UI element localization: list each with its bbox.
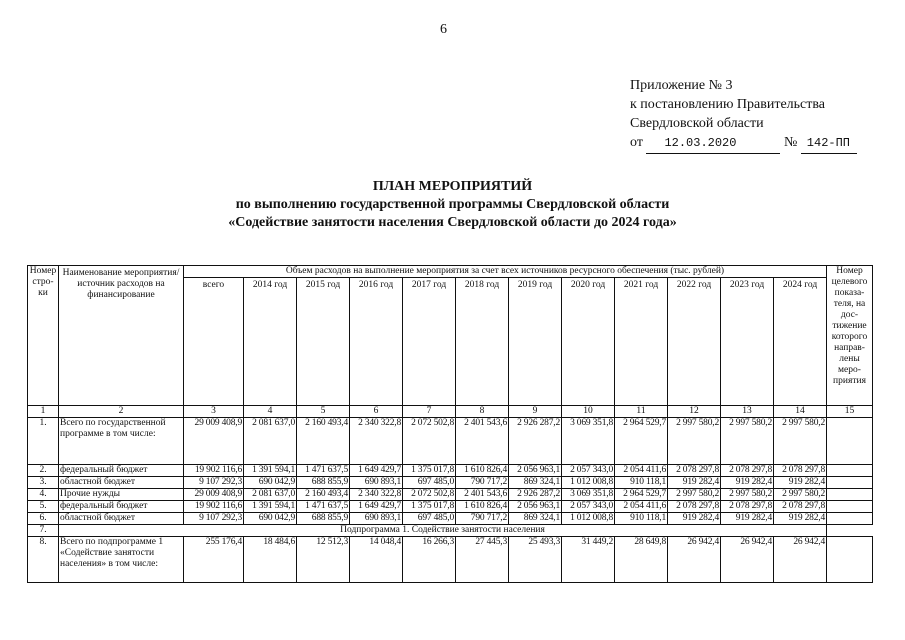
value-cell: 26 942,4 bbox=[668, 537, 721, 583]
column-number: 8 bbox=[456, 406, 509, 418]
decree-number: 142-ПП bbox=[801, 134, 857, 154]
value-cell: 3 069 351,8 bbox=[562, 418, 615, 465]
header-year: 2019 год bbox=[509, 278, 562, 406]
column-number: 15 bbox=[827, 406, 873, 418]
total-cell: 29 009 408,9 bbox=[184, 489, 244, 501]
column-number: 6 bbox=[350, 406, 403, 418]
value-cell: 2 997 580,2 bbox=[774, 418, 827, 465]
column-number: 12 bbox=[668, 406, 721, 418]
target-cell bbox=[827, 537, 873, 583]
name-cell: областной бюджет bbox=[59, 513, 184, 525]
value-cell: 697 485,0 bbox=[403, 513, 456, 525]
total-cell: 19 902 116,6 bbox=[184, 465, 244, 477]
value-cell: 18 484,6 bbox=[244, 537, 297, 583]
value-cell: 690 893,1 bbox=[350, 477, 403, 489]
value-cell: 1 012 008,8 bbox=[562, 477, 615, 489]
value-cell: 2 081 637,0 bbox=[244, 418, 297, 465]
value-cell: 2 997 580,2 bbox=[721, 489, 774, 501]
value-cell: 2 054 411,6 bbox=[615, 465, 668, 477]
value-cell: 2 078 297,8 bbox=[721, 501, 774, 513]
value-cell: 2 081 637,0 bbox=[244, 489, 297, 501]
value-cell: 919 282,4 bbox=[721, 477, 774, 489]
value-cell: 27 445,3 bbox=[456, 537, 509, 583]
value-cell: 688 855,9 bbox=[297, 513, 350, 525]
header-row-1 bbox=[28, 266, 873, 278]
value-cell: 919 282,4 bbox=[668, 477, 721, 489]
table-row bbox=[28, 489, 873, 501]
column-number: 10 bbox=[562, 406, 615, 418]
header-year: 2020 год bbox=[562, 278, 615, 406]
value-cell: 2 926 287,2 bbox=[509, 489, 562, 501]
value-cell: 2 078 297,8 bbox=[774, 465, 827, 477]
value-cell: 2 964 529,7 bbox=[615, 418, 668, 465]
value-cell: 2 997 580,2 bbox=[668, 489, 721, 501]
plan-table bbox=[27, 265, 873, 583]
target-cell bbox=[827, 501, 873, 513]
row-number-cell: 5. bbox=[28, 501, 59, 513]
column-number: 5 bbox=[297, 406, 350, 418]
value-cell: 919 282,4 bbox=[774, 477, 827, 489]
header-year: 2015 год bbox=[297, 278, 350, 406]
value-cell: 1 375 017,8 bbox=[403, 501, 456, 513]
value-cell: 690 042,9 bbox=[244, 513, 297, 525]
row-number-cell: 1. bbox=[28, 418, 59, 465]
table-row bbox=[28, 501, 873, 513]
header-row-number: Номер стро-ки bbox=[28, 266, 59, 406]
row-number-cell: 7. bbox=[28, 525, 59, 537]
table-row bbox=[28, 537, 873, 583]
header-total: всего bbox=[184, 278, 244, 406]
target-cell bbox=[827, 513, 873, 525]
appendix-block bbox=[630, 76, 857, 154]
title-line-1: ПЛАН МЕРОПРИЯТИЙ bbox=[372, 179, 533, 194]
value-cell: 2 401 543,6 bbox=[456, 489, 509, 501]
total-cell: 9 107 292,3 bbox=[184, 477, 244, 489]
name-cell: Всего по подпрограмме 1 «Содействие занятости населения» в том числе: bbox=[59, 537, 184, 583]
value-cell: 2 078 297,8 bbox=[774, 501, 827, 513]
value-cell: 2 072 502,8 bbox=[403, 418, 456, 465]
row-number-cell: 2. bbox=[28, 465, 59, 477]
page-number: 6 bbox=[440, 22, 447, 37]
column-number: 14 bbox=[774, 406, 827, 418]
value-cell: 2 401 543,6 bbox=[456, 418, 509, 465]
name-cell: федеральный бюджет bbox=[59, 465, 184, 477]
value-cell: 2 160 493,4 bbox=[297, 418, 350, 465]
value-cell: 2 078 297,8 bbox=[668, 501, 721, 513]
header-volume-group: Объем расходов на выполнение мероприятия за счет всех источников ресурсного обеспечения (тыс. рублей) bbox=[184, 266, 827, 278]
value-cell: 790 717,2 bbox=[456, 477, 509, 489]
appendix-date-line bbox=[630, 133, 857, 154]
value-cell: 790 717,2 bbox=[456, 513, 509, 525]
value-cell: 2 078 297,8 bbox=[668, 465, 721, 477]
header-year: 2017 год bbox=[403, 278, 456, 406]
name-cell: областной бюджет bbox=[59, 477, 184, 489]
value-cell: 910 118,1 bbox=[615, 477, 668, 489]
row-number-cell: 6. bbox=[28, 513, 59, 525]
value-cell: 1 610 826,4 bbox=[456, 465, 509, 477]
value-cell: 2 997 580,2 bbox=[668, 418, 721, 465]
value-cell: 2 926 287,2 bbox=[509, 418, 562, 465]
value-cell: 2 056 963,1 bbox=[509, 465, 562, 477]
value-cell: 1 375 017,8 bbox=[403, 465, 456, 477]
value-cell: 1 649 429,7 bbox=[350, 465, 403, 477]
header-year: 2014 год bbox=[244, 278, 297, 406]
value-cell: 1 012 008,8 bbox=[562, 513, 615, 525]
name-cell: Всего по государственной программе в том числе: bbox=[59, 418, 184, 465]
table-row bbox=[28, 513, 873, 525]
value-cell: 910 118,1 bbox=[615, 513, 668, 525]
value-cell: 1 471 637,5 bbox=[297, 465, 350, 477]
column-number: 4 bbox=[244, 406, 297, 418]
target-cell bbox=[827, 418, 873, 465]
value-cell: 31 449,2 bbox=[562, 537, 615, 583]
value-cell: 1 471 637,5 bbox=[297, 501, 350, 513]
value-cell: 2 964 529,7 bbox=[615, 489, 668, 501]
value-cell: 919 282,4 bbox=[721, 513, 774, 525]
header-target: Номер целевого показа-теля, на дос-тижение которого направ-лены меро-приятия bbox=[827, 266, 873, 406]
value-cell: 2 078 297,8 bbox=[721, 465, 774, 477]
header-year: 2022 год bbox=[668, 278, 721, 406]
header-name: Наименование мероприятия/ источник расходов на финансирование bbox=[59, 266, 184, 406]
value-cell: 26 942,4 bbox=[774, 537, 827, 583]
value-cell: 690 893,1 bbox=[350, 513, 403, 525]
decree-date: 12.03.2020 bbox=[646, 134, 780, 154]
header-year: 2021 год bbox=[615, 278, 668, 406]
column-numbers-row bbox=[28, 406, 873, 418]
value-cell: 2 057 343,0 bbox=[562, 501, 615, 513]
appendix-line-1: Приложение № 3 bbox=[630, 78, 733, 93]
value-cell: 2 340 322,8 bbox=[350, 418, 403, 465]
table-row bbox=[28, 465, 873, 477]
value-cell: 1 649 429,7 bbox=[350, 501, 403, 513]
header-year: 2016 год bbox=[350, 278, 403, 406]
column-number: 13 bbox=[721, 406, 774, 418]
name-cell: федеральный бюджет bbox=[59, 501, 184, 513]
value-cell: 25 493,3 bbox=[509, 537, 562, 583]
number-label: № bbox=[783, 135, 798, 150]
header-year: 2023 год bbox=[721, 278, 774, 406]
column-number: 1 bbox=[28, 406, 59, 418]
column-number: 2 bbox=[59, 406, 184, 418]
value-cell: 2 054 411,6 bbox=[615, 501, 668, 513]
value-cell: 2 056 963,1 bbox=[509, 501, 562, 513]
value-cell: 2 057 343,0 bbox=[562, 465, 615, 477]
total-cell: 19 902 116,6 bbox=[184, 501, 244, 513]
value-cell: 12 512,3 bbox=[297, 537, 350, 583]
subprogram-cell: Подпрограмма 1. Содействие занятости населения bbox=[59, 525, 827, 537]
target-cell bbox=[827, 477, 873, 489]
title-line-3: «Содействие занятости населения Свердловской области до 2024 года» bbox=[228, 215, 677, 230]
value-cell: 16 266,3 bbox=[403, 537, 456, 583]
value-cell: 919 282,4 bbox=[774, 513, 827, 525]
target-cell bbox=[827, 465, 873, 477]
value-cell: 2 160 493,4 bbox=[297, 489, 350, 501]
table-row bbox=[28, 418, 873, 465]
value-cell: 3 069 351,8 bbox=[562, 489, 615, 501]
appendix-line-3: Свердловской области bbox=[630, 116, 764, 131]
from-label: от bbox=[630, 135, 643, 150]
total-cell: 29 009 408,9 bbox=[184, 418, 244, 465]
value-cell: 26 942,4 bbox=[721, 537, 774, 583]
table-row bbox=[28, 525, 873, 537]
title-line-2: по выполнению государственной программы Свердловской области bbox=[235, 197, 670, 212]
name-cell: Прочие нужды bbox=[59, 489, 184, 501]
value-cell: 2 997 580,2 bbox=[721, 418, 774, 465]
value-cell: 2 072 502,8 bbox=[403, 489, 456, 501]
value-cell: 2 997 580,2 bbox=[774, 489, 827, 501]
value-cell: 14 048,4 bbox=[350, 537, 403, 583]
value-cell: 688 855,9 bbox=[297, 477, 350, 489]
row-number-cell: 4. bbox=[28, 489, 59, 501]
target-cell bbox=[827, 489, 873, 501]
value-cell: 869 324,1 bbox=[509, 513, 562, 525]
header-year: 2018 год bbox=[456, 278, 509, 406]
value-cell: 1 610 826,4 bbox=[456, 501, 509, 513]
column-number: 3 bbox=[184, 406, 244, 418]
value-cell: 919 282,4 bbox=[668, 513, 721, 525]
document-title bbox=[0, 178, 905, 232]
value-cell: 1 391 594,1 bbox=[244, 501, 297, 513]
total-cell: 9 107 292,3 bbox=[184, 513, 244, 525]
row-number-cell: 3. bbox=[28, 477, 59, 489]
value-cell: 697 485,0 bbox=[403, 477, 456, 489]
appendix-line-2: к постановлению Правительства bbox=[630, 97, 826, 112]
total-cell: 255 176,4 bbox=[184, 537, 244, 583]
value-cell: 28 649,8 bbox=[615, 537, 668, 583]
value-cell: 869 324,1 bbox=[509, 477, 562, 489]
table-row bbox=[28, 477, 873, 489]
column-number: 7 bbox=[403, 406, 456, 418]
column-number: 9 bbox=[509, 406, 562, 418]
value-cell: 690 042,9 bbox=[244, 477, 297, 489]
value-cell: 2 340 322,8 bbox=[350, 489, 403, 501]
header-year: 2024 год bbox=[774, 278, 827, 406]
value-cell: 1 391 594,1 bbox=[244, 465, 297, 477]
row-number-cell: 8. bbox=[28, 537, 59, 583]
column-number: 11 bbox=[615, 406, 668, 418]
